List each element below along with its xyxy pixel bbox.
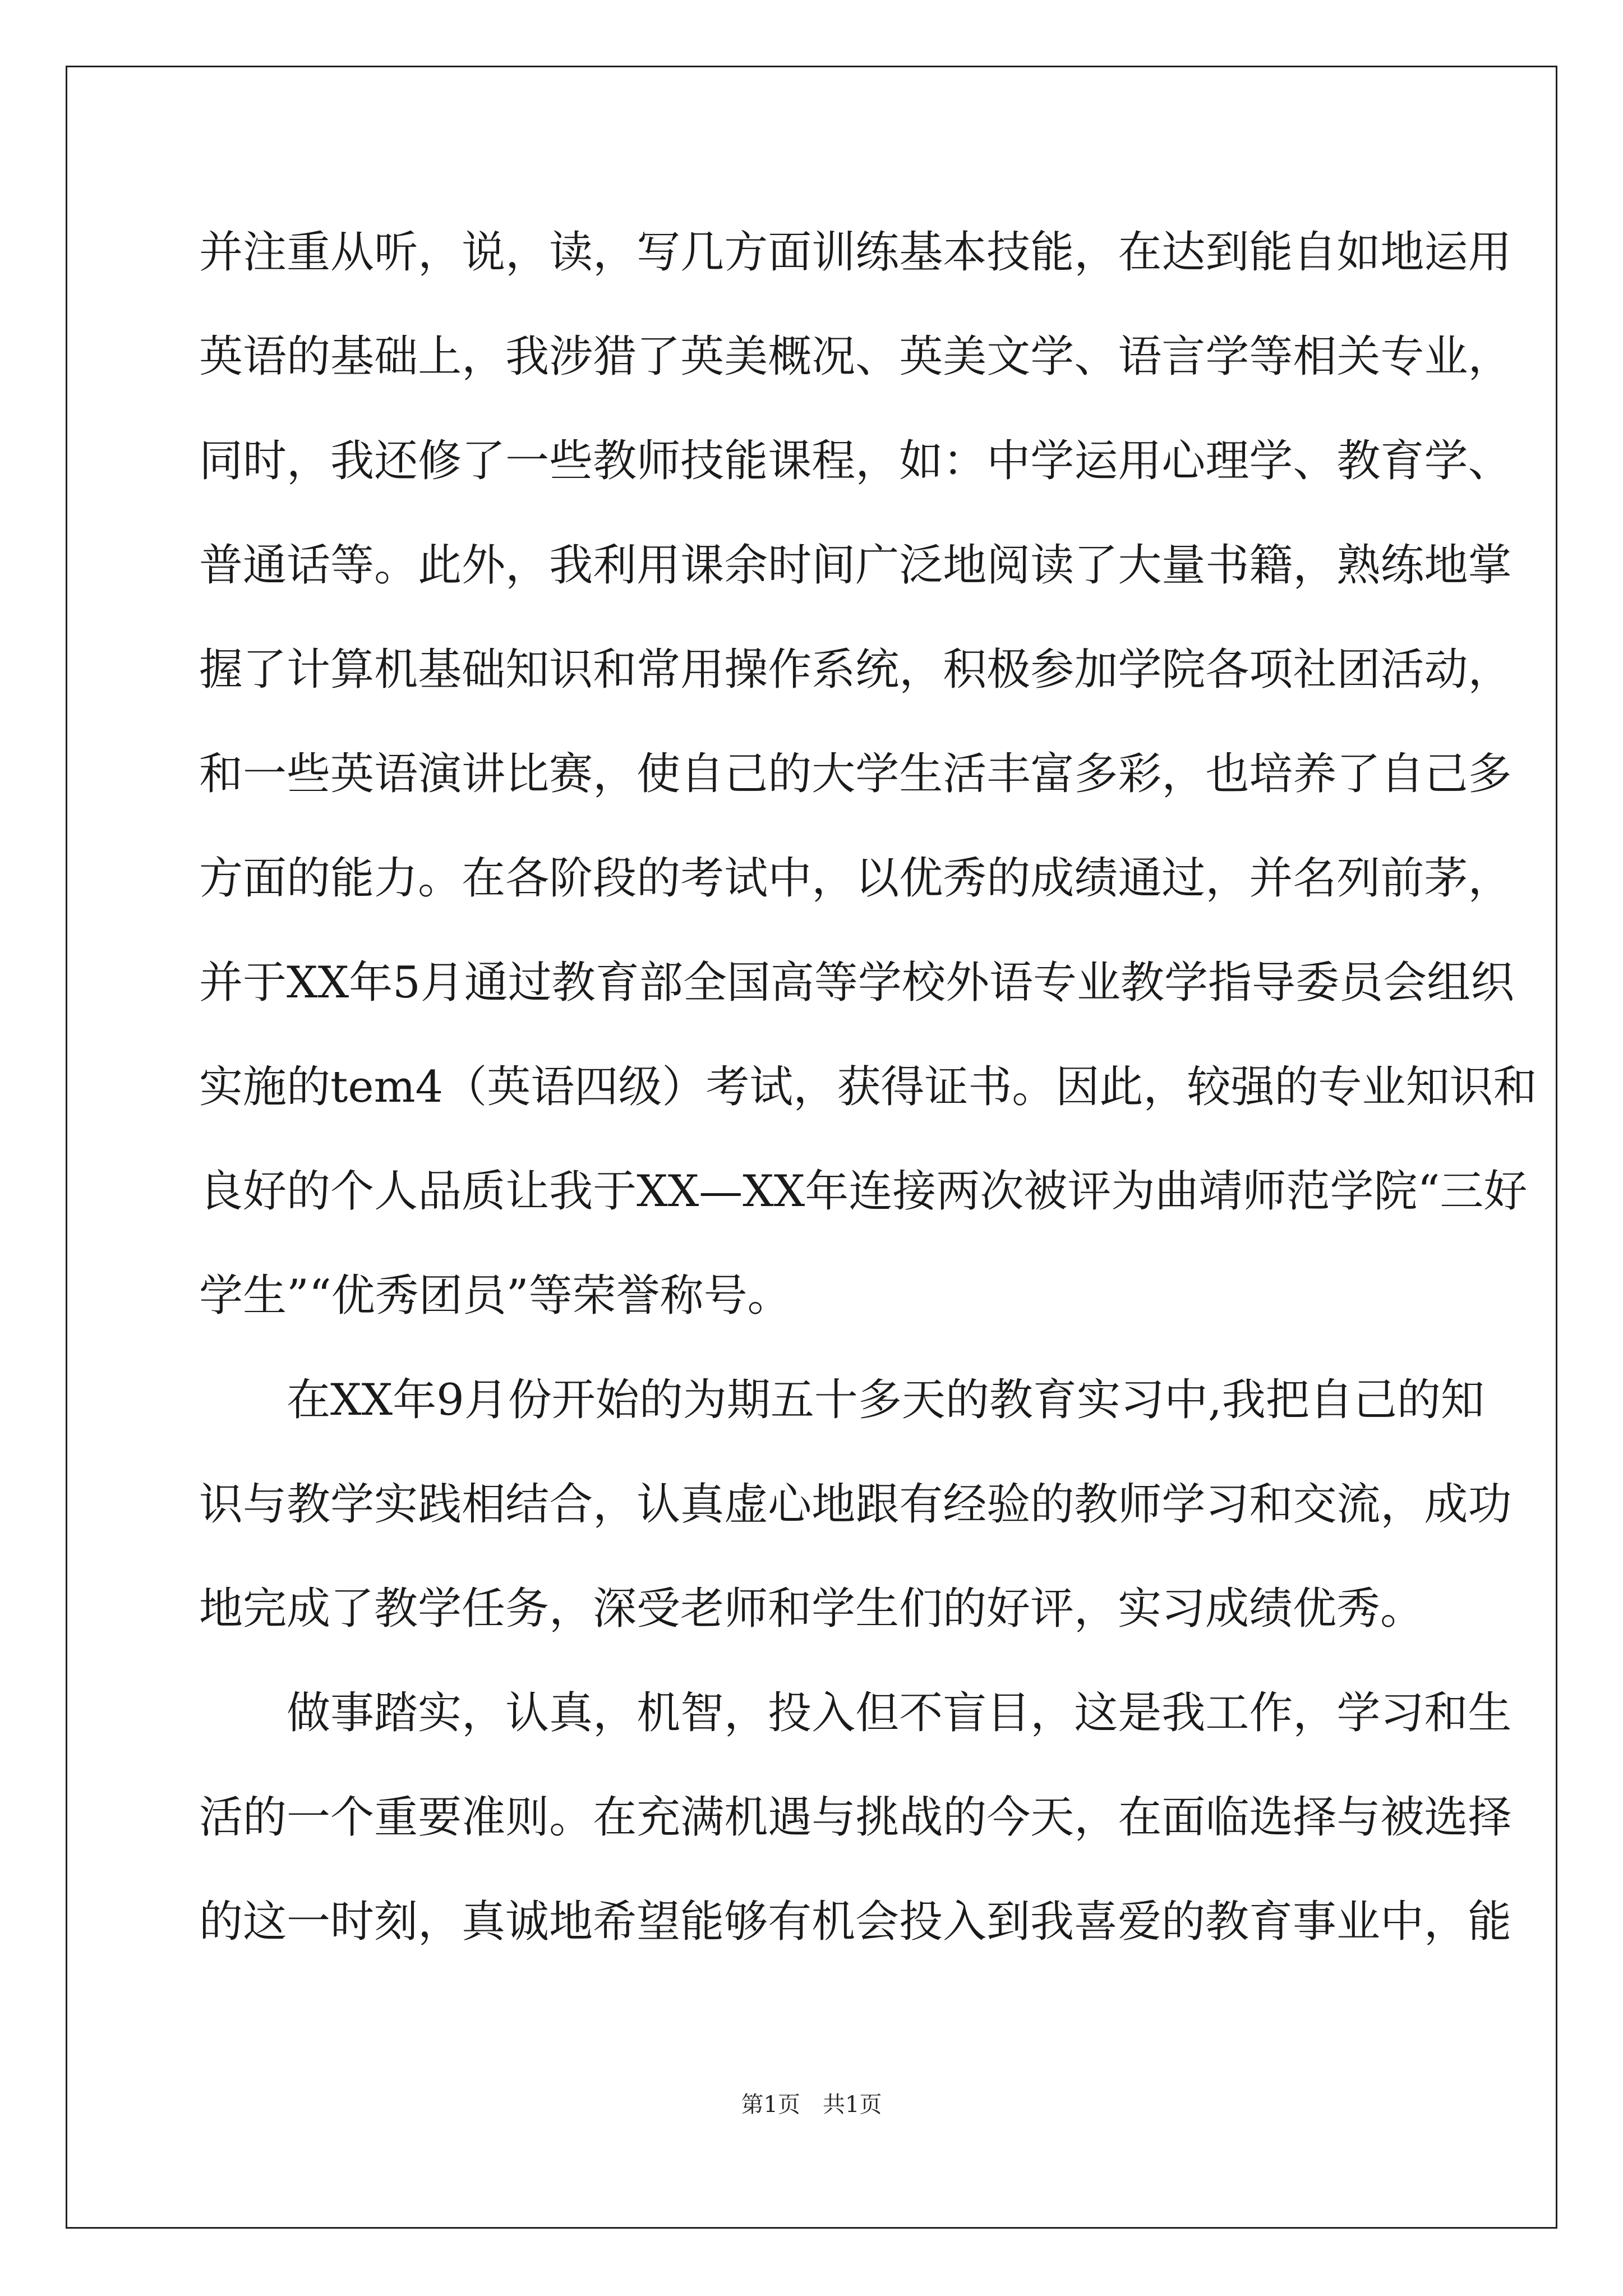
- text-line: 同 时 ， 我 还 修 了 一 些 教 师 技 能 课 程 ， 如 ： 中 学 运 用 心 理 学 、 教 育 学 、: [199, 436, 1512, 486]
- text-line: 在 X X 年 9 月 份 开 始 的 为 期 五 十 多 天 的 教 育 实 习 中 , 我 把 自 己 的 知: [287, 1375, 1484, 1425]
- text-line: 普 通 话 等 。 此 外 ， 我 利 用 课 余 时 间 广 泛 地 阅 读 了 大 量 书 籍 ， 熟 练 地 掌: [199, 540, 1512, 591]
- text-line: 并 注 重 从 听 ， 说 ， 读 ， 写 几 方 面 训 练 基 本 技 能 ， 在 达 到 能 自 如 地 运 用: [199, 227, 1512, 278]
- text-line: 的这一时刻，真诚地希望能够有机会投入到我喜爱的教育事业中，能: [199, 1897, 1512, 1947]
- text-line: 做 事 踏 实 ， 认 真 ， 机 智 ， 投 入 但 不 盲 目 ， 这 是 我 工 作 ， 学 习 和 生: [287, 1688, 1512, 1738]
- text-line: 地完成了教学任务，深受老师和学生们的好评，实习成绩优秀。: [199, 1584, 1424, 1634]
- text-line: 实 施 的 t e m 4 （ 英 语 四 级 ） 考 试 ， 获 得 证 书 。 因 此 ， 较 强 的 专 业 知 识 和: [199, 1062, 1537, 1112]
- page-number: 第1页: [741, 2092, 800, 2118]
- text-line: 和 一 些 英 语 演 讲 比 赛 ， 使 自 己 的 大 学 生 活 丰 富 多 彩 ， 也 培 养 了 自 己 多: [199, 749, 1512, 799]
- text-line: 识 与 教 学 实 践 相 结 合 ， 认 真 虚 心 地 跟 有 经 验 的 教 师 学 习 和 交 流 ， 成 功: [199, 1479, 1512, 1530]
- document-body: [199, 210, 1537, 1984]
- text-line: 学生”“优秀团员”等荣誉称号。: [199, 1271, 791, 1321]
- text-line: 并 于 X X 年 5 月 通 过 教 育 部 全 国 高 等 学 校 外 语 专 业 教 学 指 导 委 员 会 组 织: [199, 958, 1515, 1008]
- page-footer: [0, 2087, 1623, 2119]
- text-line: 握 了 计 算 机 基 础 知 识 和 常 用 操 作 系 统 ， 积 极 参 加 学 院 各 项 社 团 活 动 ，: [199, 645, 1512, 695]
- text-line: 活 的 一 个 重 要 准 则 。 在 充 满 机 遇 与 挑 战 的 今 天 ， 在 面 临 选 择 与 被 选 择: [199, 1792, 1512, 1843]
- text-line: 英 语 的 基 础 上 ， 我 涉 猎 了 英 美 概 况 、 英 美 文 学 、 语 言 学 等 相 关 专 业 ，: [199, 332, 1512, 382]
- text-line: 良 好 的 个 人 品 质 让 我 于 X X — X X 年 连 接 两 次 被 评 为 曲 靖 师 范 学 院 “ 三 好: [199, 1166, 1528, 1217]
- page-total: 共1页: [823, 2092, 882, 2118]
- text-line: 方 面 的 能 力 。 在 各 阶 段 的 考 试 中 ， 以 优 秀 的 成 绩 通 过 ， 并 名 列 前 茅 ，: [199, 853, 1512, 904]
